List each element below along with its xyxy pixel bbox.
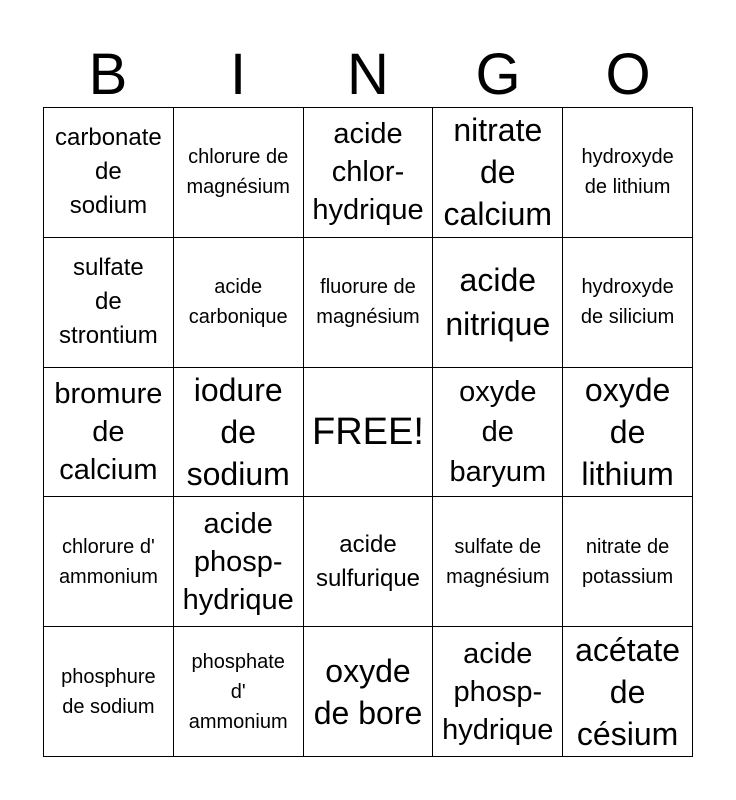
cell-text: chlorure de magnésium [186, 146, 290, 199]
bingo-cell-r2-c1 [174, 368, 304, 498]
cell-text: acide phosp- hydrique [442, 637, 554, 746]
bingo-cell-r0-c3 [433, 108, 563, 238]
cell-text: phosphure de sodium [61, 665, 156, 718]
cell-text: oxyde de baryum [449, 375, 547, 488]
cell-text: acide sulfurique [315, 530, 421, 592]
bingo-cell-r4-c2 [304, 627, 434, 757]
cell-text: hydroxyde de silicium [580, 276, 675, 329]
cell-text: phosphate d' ammonium [188, 650, 288, 733]
cell-text: acétate de césium [575, 631, 681, 752]
cell-text: acide carbonique [188, 276, 288, 329]
cell-text: sulfate de magnésium [446, 535, 550, 588]
bingo-cell-r1-c4 [563, 238, 693, 368]
header-letter-i: I [229, 42, 247, 107]
bingo-cell-r1-c3 [433, 238, 563, 368]
cell-text: bromure de calcium [54, 377, 163, 486]
bingo-cell-r1-c1 [174, 238, 304, 368]
bingo-cell-r2-c3 [433, 368, 563, 498]
cell-text: nitrate de calcium [443, 112, 553, 233]
bingo-cell-r0-c2 [304, 108, 434, 238]
cell-text: carbonate de sodium [55, 124, 162, 220]
bingo-cell-r1-c2 [304, 238, 434, 368]
cell-text: oxyde de bore [313, 652, 423, 731]
bingo-cell-r0-c4 [563, 108, 693, 238]
bingo-cell-r4-c0 [44, 627, 174, 757]
bingo-cell-r0-c0 [44, 108, 174, 238]
cell-text: fluorure de magnésium [316, 276, 420, 329]
bingo-cell-r2-c0 [44, 368, 174, 498]
cell-text: acide phosp- hydrique [182, 507, 294, 616]
cell-text: iodure de sodium [186, 372, 290, 492]
header-letter-b: B [88, 42, 128, 107]
bingo-cell-r3-c1 [174, 497, 304, 627]
header-letter-o: O [605, 42, 651, 107]
cell-text: acide nitrique [445, 262, 551, 343]
cell-text: chlorure d' ammonium [58, 535, 158, 588]
bingo-header [43, 42, 693, 108]
header-letter-n: N [347, 42, 389, 107]
bingo-cell-free[interactable] [304, 368, 434, 498]
cell-text: hydroxyde de lithium [581, 146, 674, 199]
bingo-cell-r4-c3 [433, 627, 563, 757]
bingo-cell-r2-c4 [563, 368, 693, 498]
bingo-cell-r4-c1 [174, 627, 304, 757]
bingo-cell-r4-c4 [563, 627, 693, 757]
cell-text: acide chlor- hydrique [312, 118, 424, 227]
bingo-cell-r0-c1 [174, 108, 304, 238]
bingo-cell-r3-c3 [433, 497, 563, 627]
cell-text: sulfate de strontium [59, 254, 158, 350]
bingo-grid [43, 107, 693, 757]
free-space-label: FREE! [312, 410, 424, 453]
cell-text: oxyde de lithium [581, 372, 674, 492]
cell-text: nitrate de potassium [582, 535, 674, 588]
bingo-cell-r3-c0 [44, 497, 174, 627]
bingo-cell-r3-c4 [563, 497, 693, 627]
header-letter-g: G [475, 42, 521, 107]
bingo-cell-r3-c2 [304, 497, 434, 627]
bingo-cell-r1-c0 [44, 238, 174, 368]
